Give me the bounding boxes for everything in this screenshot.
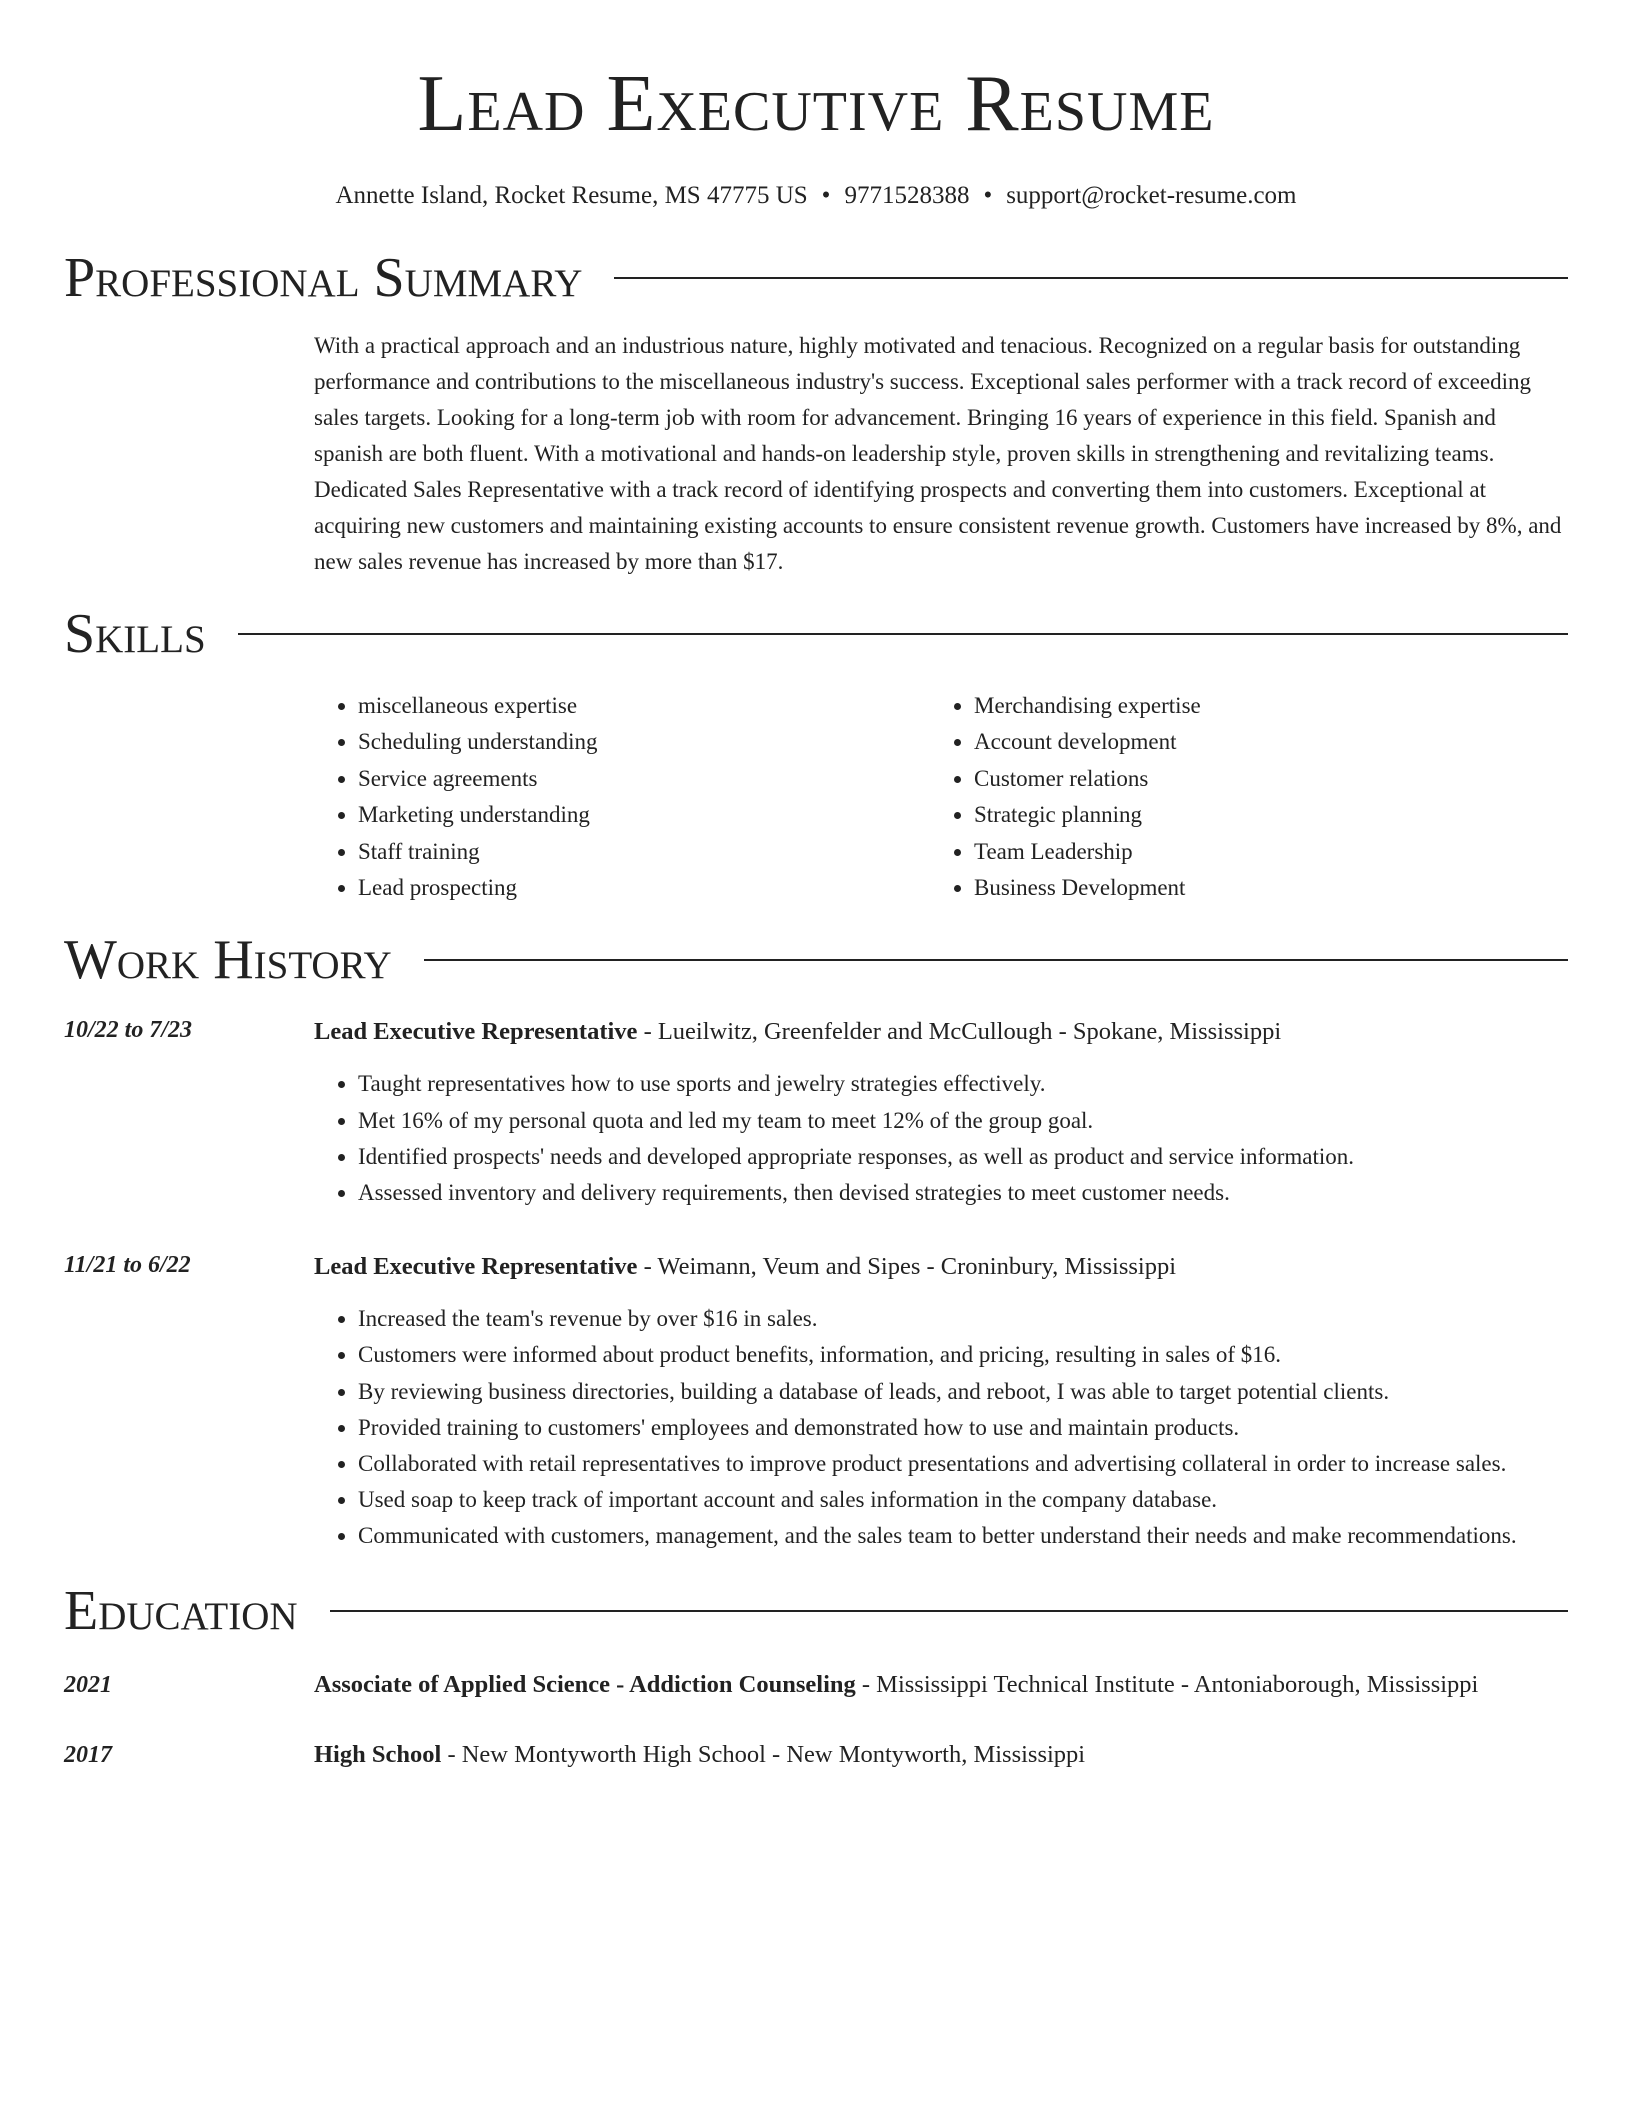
job-bullet: • Communicated with customers, management, and the sales team to better understand their needs and make recommendations. xyxy=(358,1518,1568,1554)
skill-item: • Marketing understanding xyxy=(358,797,930,833)
contact-line xyxy=(64,182,1568,210)
skill-item: • miscellaneous expertise xyxy=(358,688,930,724)
job-dates: 11/21 to 6/22 xyxy=(64,1252,191,1279)
summary-section-header xyxy=(64,247,1568,309)
resume-title: Lead Executive Resume xyxy=(417,60,1215,148)
skill-item: • Business Development xyxy=(974,870,1546,906)
skill-item: • Team Leadership xyxy=(974,834,1546,870)
skill-item: • Account development xyxy=(974,724,1546,760)
job-title-line xyxy=(314,1012,1568,1052)
summary-heading: Professional Summary xyxy=(64,247,583,309)
job-bullet: • Provided training to customers' employees and demonstrated how to use and maintain products. xyxy=(358,1410,1568,1446)
contact-separator: • xyxy=(821,182,831,209)
summary-text: With a practical approach and an industrious nature, highly motivated and tenacious. Recognized on a regular basis for outstanding performance and contributions to the miscellaneous industry's success. Exceptional sales performer with a track record of exceeding sales targets. Looking for a long-term job with room for advancement. Bringing 16 years of experience in this field. Spanish and spanish are both fluent. With a motivational and hands-on leadership style, proven skills in strengthening and revitalizing teams. Dedicated Sales Representative with a track record of identifying prospects and converting them into customers. Exceptional at acquiring new customers and maintaining existing accounts to ensure consistent revenue growth. Customers have increased by 8%, and new sales revenue has increased by more than $17. xyxy=(314,333,1562,574)
skill-item: • Service agreements xyxy=(358,761,930,797)
skills-column-left xyxy=(314,688,930,906)
skills-list xyxy=(314,688,1568,906)
skills-column-right xyxy=(930,688,1546,906)
section-divider xyxy=(238,633,1568,635)
job-entry xyxy=(64,1012,1568,1211)
education-school: - New Montyworth High School - New Montyworth, Mississippi xyxy=(441,1740,1086,1768)
education-entry xyxy=(64,1735,1568,1775)
job-entry xyxy=(64,1247,1568,1554)
work-heading: Work History xyxy=(64,929,392,992)
education-section-header xyxy=(64,1579,1568,1642)
skills-section-header xyxy=(64,603,1568,665)
education-degree: High School xyxy=(314,1740,442,1768)
education-heading: Education xyxy=(64,1579,298,1642)
skill-item: • Merchandising expertise xyxy=(974,688,1546,724)
contact-phone: 9771528388 xyxy=(844,182,970,209)
section-divider xyxy=(424,959,1568,961)
section-divider xyxy=(614,277,1568,279)
job-title-line xyxy=(314,1247,1568,1287)
job-bullet: • Taught representatives how to use sports and jewelry strategies effectively. xyxy=(358,1066,1568,1102)
job-bullet: • Customers were informed about product benefits, information, and pricing, resulting in sales of $16. xyxy=(358,1337,1568,1373)
job-title: Lead Executive Representative xyxy=(314,1018,638,1046)
job-employer: - Lueilwitz, Greenfelder and McCullough - Spokane, Mississippi xyxy=(637,1018,1282,1046)
contact-address: Annette Island, Rocket Resume, MS 47775 US xyxy=(335,182,808,209)
job-bullet: • Used soap to keep track of important account and sales information in the company database. xyxy=(358,1482,1568,1518)
section-divider xyxy=(330,1610,1568,1612)
education-entry xyxy=(64,1665,1568,1705)
job-body xyxy=(314,1012,1568,1211)
education-year: 2021 xyxy=(64,1671,112,1698)
job-bullet: • Assessed inventory and delivery requirements, then devised strategies to meet customer needs. xyxy=(358,1175,1568,1211)
contact-email: support@rocket-resume.com xyxy=(1006,182,1297,209)
education-school: - Mississippi Technical Institute - Antoniaborough, Mississippi xyxy=(855,1670,1479,1698)
skill-item: • Strategic planning xyxy=(974,797,1546,833)
job-bullets xyxy=(314,1301,1568,1554)
education-degree: Associate of Applied Science - Addiction Counseling xyxy=(314,1670,856,1698)
skill-item: • Lead prospecting xyxy=(358,870,930,906)
job-bullet: • Increased the team's revenue by over $16 in sales. xyxy=(358,1301,1568,1337)
job-body xyxy=(314,1247,1568,1554)
job-bullet: • Collaborated with retail representatives to improve product presentations and advertising collateral in order to increase sales. xyxy=(358,1446,1568,1482)
education-year: 2017 xyxy=(64,1741,112,1768)
job-employer: - Weimann, Veum and Sipes - Croninbury, Mississippi xyxy=(637,1253,1177,1281)
work-section-header xyxy=(64,929,1568,992)
skill-item: • Customer relations xyxy=(974,761,1546,797)
education-body xyxy=(314,1665,1568,1705)
job-bullet: • Identified prospects' needs and developed appropriate responses, as well as product and service information. xyxy=(358,1139,1568,1175)
skill-item: • Staff training xyxy=(358,834,930,870)
job-bullet: • By reviewing business directories, building a database of leads, and reboot, I was able to target potential clients. xyxy=(358,1374,1568,1410)
job-title: Lead Executive Representative xyxy=(314,1253,638,1281)
job-bullets xyxy=(314,1066,1568,1211)
skill-item: • Scheduling understanding xyxy=(358,724,930,760)
education-body xyxy=(314,1735,1568,1775)
job-bullet: • Met 16% of my personal quota and led my team to meet 12% of the group goal. xyxy=(358,1103,1568,1139)
skills-heading: Skills xyxy=(64,603,206,665)
contact-separator: • xyxy=(983,182,993,209)
job-dates: 10/22 to 7/23 xyxy=(64,1017,193,1044)
